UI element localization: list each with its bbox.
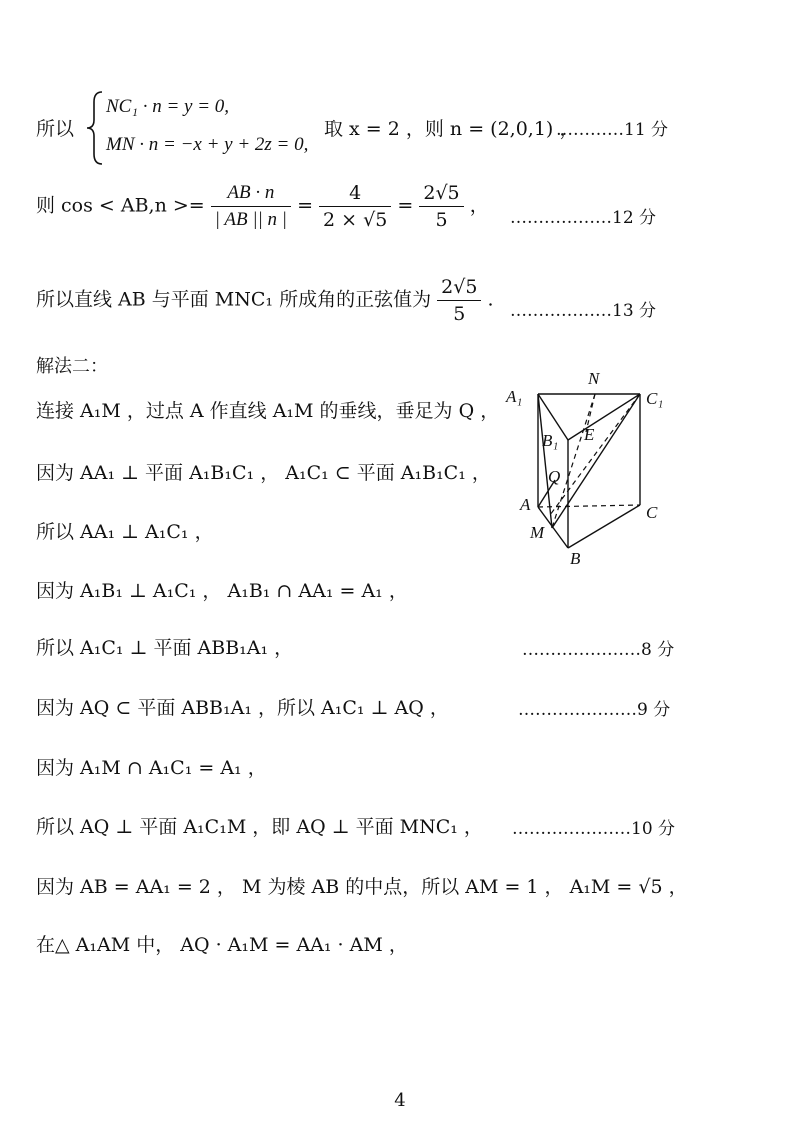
score-11: …………11 分: [556, 120, 669, 140]
proof-line: 因为 AQ ⊂ 平面 ABB₁A₁ ，所以 A₁C₁ ⊥ AQ ，: [36, 697, 449, 719]
page-number: 4: [394, 1090, 406, 1111]
proof-line: 所以 AQ ⊥ 平面 A₁C₁M ，即 AQ ⊥ 平面 MNC₁ ，: [36, 816, 483, 838]
score-12: ………………12 分: [510, 208, 657, 228]
cos-fraction-1: [211, 182, 291, 231]
edge-b1-c1: [568, 394, 640, 440]
label-c: C: [646, 503, 658, 522]
score-10: …………………10 分: [512, 819, 676, 839]
sine-line: [36, 276, 494, 325]
cos-fraction-3-numerator: 2√5: [419, 182, 463, 207]
sine-text: 所以直线 AB 与平面 MNC₁ 所成角的正弦值为: [36, 288, 432, 311]
hidden-segment-c1-q: [550, 394, 640, 515]
proof-line: 所以 A₁C₁ ⊥ 平面 ABB₁A₁ ，: [36, 637, 294, 659]
system-equation-1: NC₁ · n = y = 0,: [106, 96, 230, 117]
segment-a1-m: [538, 394, 552, 528]
label-b: B: [570, 549, 581, 568]
cos-fraction-2-numerator: 4: [319, 182, 391, 207]
proof-line: 因为 A₁B₁ ⊥ A₁C₁ ， A₁B₁ ∩ AA₁ = A₁ ，: [36, 580, 408, 602]
label-e: E: [584, 425, 595, 444]
system-equation-2: MN · n = −x + y + 2z = 0,: [106, 134, 309, 155]
proof-line: 因为 A₁M ∩ A₁C₁ = A₁ ，: [36, 757, 267, 779]
cos-fraction-1-denominator: | AB || n |: [214, 209, 288, 230]
hidden-edge-a-c: [538, 505, 640, 507]
score-9: …………………9 分: [518, 700, 671, 720]
method-2-heading: 解法二：: [36, 356, 108, 377]
normal-vector-choice: 取 x = 2 ，则 n = (2,0,1) ，: [324, 118, 579, 140]
equals-sign: =: [297, 194, 313, 217]
comma: ，: [469, 194, 489, 217]
label-m: M: [530, 523, 545, 542]
left-brace-icon: [84, 90, 106, 166]
edge-b-c: [568, 505, 640, 548]
proof-line: 因为 AA₁ ⊥ 平面 A₁B₁C₁ ， A₁C₁ ⊂ 平面 A₁B₁C₁ ，: [36, 462, 491, 484]
proof-line: 因为 AB = AA₁ = 2 ， M 为棱 AB 的中点，所以 AM = 1 ， A₁M = √5 ，: [36, 876, 688, 898]
cos-fraction-2: [319, 182, 391, 231]
proof-line: 连接 A₁M ，过点 A 作直线 A₁M 的垂线，垂足为 Q ，: [36, 400, 500, 422]
label-c1: C₁: [646, 389, 664, 408]
prism-figure: [500, 360, 700, 570]
equals-sign: =: [397, 194, 414, 217]
cos-line: [36, 182, 489, 231]
label-n: N: [588, 369, 600, 388]
hidden-segment-n-m: [552, 394, 595, 528]
period: .: [487, 288, 494, 311]
segment-m-c1: [552, 394, 640, 528]
proof-line: 在△ A₁AM 中， AQ · A₁M = AA₁ · AM ，: [36, 934, 408, 956]
cos-fraction-1-numerator: AB · n: [211, 182, 291, 207]
cos-prefix: 则 cos < AB,n >=: [36, 194, 205, 217]
sine-fraction-numerator: 2√5: [437, 276, 481, 301]
label-q: Q: [548, 467, 561, 486]
sine-fraction: [437, 276, 481, 325]
cos-fraction-3-denominator: 5: [435, 209, 448, 231]
sine-fraction-denominator: 5: [453, 303, 466, 325]
cos-fraction-3: [419, 182, 463, 231]
score-8: …………………8 分: [522, 640, 675, 660]
label-a: A: [520, 495, 531, 514]
proof-line: 所以 AA₁ ⊥ A₁C₁ ，: [36, 521, 214, 543]
cos-fraction-2-denominator: 2 × √5: [323, 209, 388, 231]
label-a1: A₁: [506, 387, 523, 406]
score-13: ………………13 分: [510, 301, 657, 321]
label-b1: B₁: [542, 431, 559, 450]
system-prefix: 所以: [36, 118, 75, 140]
